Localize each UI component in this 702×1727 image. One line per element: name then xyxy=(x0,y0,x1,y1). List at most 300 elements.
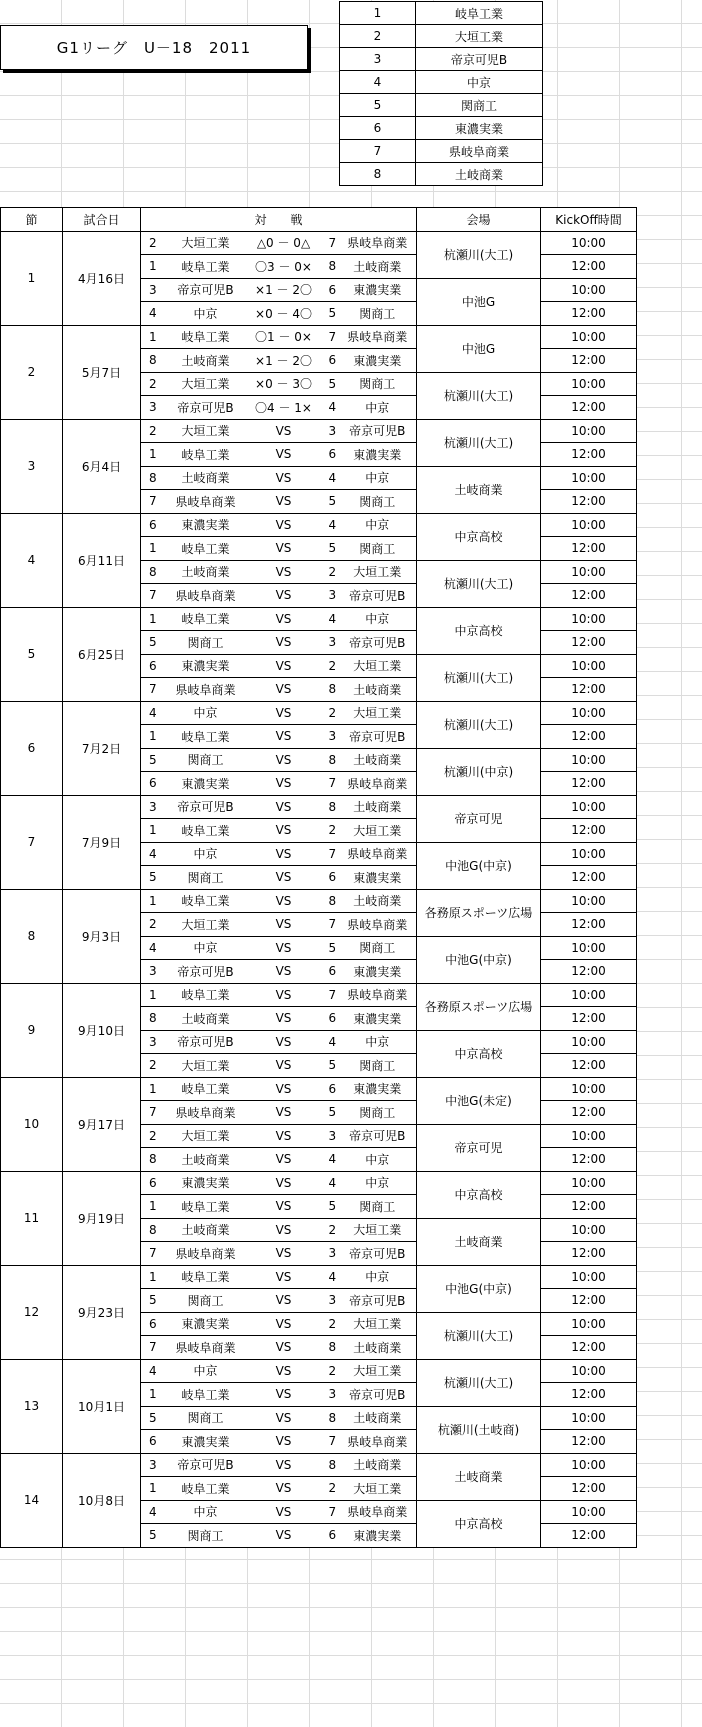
away-team-number: 5 xyxy=(321,936,339,960)
away-team-number: 6 xyxy=(321,1007,339,1031)
venue: 中京高校 xyxy=(417,1171,541,1218)
match-result: VS xyxy=(247,1030,321,1054)
away-team-number: 5 xyxy=(321,302,339,326)
team-name: 県岐阜商業 xyxy=(416,140,543,163)
away-team-number: 5 xyxy=(321,372,339,396)
venue: 帝京可児 xyxy=(417,1124,541,1171)
away-team-number: 6 xyxy=(321,1077,339,1101)
away-team-name: 中京 xyxy=(339,513,417,537)
home-team-name: 帝京可児B xyxy=(165,960,247,984)
venue: 各務原スポーツ広場 xyxy=(417,889,541,936)
away-team-name: 大垣工業 xyxy=(339,1477,417,1501)
venue: 杭瀬川(大工) xyxy=(417,231,541,278)
team-name: 土岐商業 xyxy=(416,163,543,186)
home-team-name: 岐阜工業 xyxy=(165,725,247,749)
match-row xyxy=(1,889,637,913)
match-result: VS xyxy=(247,1524,321,1548)
away-team-name: 土岐商業 xyxy=(339,1406,417,1430)
home-team-number: 3 xyxy=(141,396,165,420)
home-team-number: 6 xyxy=(141,513,165,537)
team-number: 5 xyxy=(340,94,416,117)
away-team-number: 5 xyxy=(321,490,339,514)
home-team-name: 県岐阜商業 xyxy=(165,1242,247,1266)
home-team-number: 1 xyxy=(141,255,165,279)
round-number: 12 xyxy=(1,1265,63,1359)
match-result: VS xyxy=(247,842,321,866)
venue: 杭瀬川(大工) xyxy=(417,1312,541,1359)
kickoff-time: 10:00 xyxy=(541,1312,637,1336)
match-result: VS xyxy=(247,1336,321,1360)
match-result: VS xyxy=(247,1195,321,1219)
kickoff-time: 10:00 xyxy=(541,795,637,819)
round-number: 10 xyxy=(1,1077,63,1171)
home-team-number: 4 xyxy=(141,842,165,866)
kickoff-time: 10:00 xyxy=(541,1453,637,1477)
match-result: 〇3 － 0× xyxy=(247,255,321,279)
home-team-number: 6 xyxy=(141,772,165,796)
match-date: 4月16日 xyxy=(63,231,141,325)
match-result: VS xyxy=(247,1289,321,1313)
away-team-number: 2 xyxy=(321,819,339,843)
away-team-name: 大垣工業 xyxy=(339,1359,417,1383)
match-result: VS xyxy=(247,1453,321,1477)
home-team-name: 土岐商業 xyxy=(165,1218,247,1242)
home-team-name: 岐阜工業 xyxy=(165,1477,247,1501)
home-team-number: 2 xyxy=(141,372,165,396)
home-team-name: 岐阜工業 xyxy=(165,325,247,349)
kickoff-time: 10:00 xyxy=(541,1218,637,1242)
venue: 帝京可児 xyxy=(417,795,541,842)
match-result: VS xyxy=(247,1477,321,1501)
kickoff-time: 12:00 xyxy=(541,584,637,608)
match-result: △0 － 0△ xyxy=(247,231,321,255)
home-team-name: 土岐商業 xyxy=(165,466,247,490)
kickoff-time: 12:00 xyxy=(541,396,637,420)
away-team-name: 土岐商業 xyxy=(339,1336,417,1360)
match-row xyxy=(1,1265,637,1289)
away-team-name: 土岐商業 xyxy=(339,795,417,819)
away-team-name: 東濃実業 xyxy=(339,1007,417,1031)
home-team-number: 1 xyxy=(141,1265,165,1289)
team-row xyxy=(340,140,543,163)
home-team-number: 7 xyxy=(141,1101,165,1125)
match-result: VS xyxy=(247,1265,321,1289)
match-row xyxy=(1,1077,637,1101)
away-team-name: 帝京可児B xyxy=(339,1242,417,1266)
kickoff-time: 10:00 xyxy=(541,513,637,537)
away-team-number: 5 xyxy=(321,1101,339,1125)
kickoff-time: 10:00 xyxy=(541,231,637,255)
home-team-name: 関商工 xyxy=(165,866,247,890)
venue: 中京高校 xyxy=(417,1030,541,1077)
away-team-name: 帝京可児B xyxy=(339,419,417,443)
kickoff-time: 10:00 xyxy=(541,748,637,772)
round-number: 9 xyxy=(1,983,63,1077)
kickoff-time: 12:00 xyxy=(541,490,637,514)
team-row xyxy=(340,117,543,140)
away-team-name: 大垣工業 xyxy=(339,1218,417,1242)
away-team-number: 7 xyxy=(321,772,339,796)
kickoff-time: 12:00 xyxy=(541,866,637,890)
match-result: VS xyxy=(247,819,321,843)
team-name: 帝京可児B xyxy=(416,48,543,71)
home-team-number: 1 xyxy=(141,725,165,749)
home-team-number: 3 xyxy=(141,795,165,819)
away-team-number: 3 xyxy=(321,725,339,749)
kickoff-time: 12:00 xyxy=(541,1148,637,1172)
match-result: VS xyxy=(247,1007,321,1031)
away-team-number: 4 xyxy=(321,1148,339,1172)
home-team-name: 県岐阜商業 xyxy=(165,584,247,608)
team-name: 大垣工業 xyxy=(416,25,543,48)
away-team-number: 7 xyxy=(321,1430,339,1454)
match-result: VS xyxy=(247,560,321,584)
home-team-number: 5 xyxy=(141,631,165,655)
match-result: VS xyxy=(247,913,321,937)
match-row xyxy=(1,701,637,725)
home-team-name: 関商工 xyxy=(165,1406,247,1430)
home-team-name: 岐阜工業 xyxy=(165,819,247,843)
away-team-name: 土岐商業 xyxy=(339,889,417,913)
team-name: 関商工 xyxy=(416,94,543,117)
away-team-number: 4 xyxy=(321,513,339,537)
home-team-name: 土岐商業 xyxy=(165,349,247,373)
away-team-number: 4 xyxy=(321,1030,339,1054)
kickoff-time: 10:00 xyxy=(541,466,637,490)
team-row xyxy=(340,48,543,71)
home-team-number: 8 xyxy=(141,466,165,490)
away-team-name: 県岐阜商業 xyxy=(339,231,417,255)
match-result: ×0 － 4〇 xyxy=(247,302,321,326)
match-result: ×0 － 3〇 xyxy=(247,372,321,396)
home-team-number: 6 xyxy=(141,1312,165,1336)
away-team-number: 3 xyxy=(321,1124,339,1148)
home-team-number: 8 xyxy=(141,1148,165,1172)
header-match: 対 戦 xyxy=(141,208,417,232)
away-team-number: 6 xyxy=(321,866,339,890)
kickoff-time: 12:00 xyxy=(541,819,637,843)
team-name: 岐阜工業 xyxy=(416,2,543,25)
kickoff-time: 10:00 xyxy=(541,1500,637,1524)
away-team-name: 中京 xyxy=(339,466,417,490)
home-team-number: 1 xyxy=(141,1477,165,1501)
kickoff-time: 10:00 xyxy=(541,607,637,631)
kickoff-time: 10:00 xyxy=(541,325,637,349)
match-date: 6月4日 xyxy=(63,419,141,513)
away-team-number: 8 xyxy=(321,678,339,702)
home-team-number: 3 xyxy=(141,278,165,302)
match-result: VS xyxy=(247,1383,321,1407)
header-round: 節 xyxy=(1,208,63,232)
team-list-body xyxy=(340,2,543,186)
away-team-name: 大垣工業 xyxy=(339,560,417,584)
venue: 杭瀬川(大工) xyxy=(417,701,541,748)
away-team-number: 5 xyxy=(321,537,339,561)
match-date: 7月2日 xyxy=(63,701,141,795)
kickoff-time: 10:00 xyxy=(541,983,637,1007)
home-team-number: 5 xyxy=(141,748,165,772)
away-team-number: 8 xyxy=(321,1336,339,1360)
kickoff-time: 12:00 xyxy=(541,913,637,937)
match-result: VS xyxy=(247,1148,321,1172)
home-team-name: 岐阜工業 xyxy=(165,983,247,1007)
away-team-name: 帝京可児B xyxy=(339,1289,417,1313)
home-team-number: 2 xyxy=(141,913,165,937)
match-result: VS xyxy=(247,1312,321,1336)
away-team-name: 関商工 xyxy=(339,1054,417,1078)
match-result: VS xyxy=(247,443,321,467)
kickoff-time: 12:00 xyxy=(541,631,637,655)
match-result: VS xyxy=(247,1101,321,1125)
venue: 土岐商業 xyxy=(417,466,541,513)
home-team-name: 大垣工業 xyxy=(165,1054,247,1078)
away-team-name: 関商工 xyxy=(339,372,417,396)
home-team-name: 大垣工業 xyxy=(165,419,247,443)
venue: 中池G(中京) xyxy=(417,1265,541,1312)
away-team-name: 東濃実業 xyxy=(339,443,417,467)
round-number: 14 xyxy=(1,1453,63,1547)
away-team-number: 2 xyxy=(321,1312,339,1336)
match-row xyxy=(1,419,637,443)
match-result: VS xyxy=(247,983,321,1007)
match-result: VS xyxy=(247,584,321,608)
home-team-name: 関商工 xyxy=(165,1289,247,1313)
away-team-number: 4 xyxy=(321,607,339,631)
home-team-number: 1 xyxy=(141,325,165,349)
header-venue: 会場 xyxy=(417,208,541,232)
away-team-name: 帝京可児B xyxy=(339,725,417,749)
home-team-number: 2 xyxy=(141,1054,165,1078)
home-team-name: 帝京可児B xyxy=(165,1030,247,1054)
match-result: VS xyxy=(247,748,321,772)
home-team-number: 6 xyxy=(141,1171,165,1195)
kickoff-time: 12:00 xyxy=(541,1524,637,1548)
home-team-number: 8 xyxy=(141,1218,165,1242)
home-team-name: 帝京可児B xyxy=(165,1453,247,1477)
away-team-number: 8 xyxy=(321,889,339,913)
kickoff-time: 12:00 xyxy=(541,1101,637,1125)
team-row xyxy=(340,71,543,94)
away-team-name: 中京 xyxy=(339,607,417,631)
away-team-number: 7 xyxy=(321,325,339,349)
home-team-number: 4 xyxy=(141,1500,165,1524)
away-team-number: 2 xyxy=(321,701,339,725)
venue: 杭瀬川(大工) xyxy=(417,372,541,419)
away-team-name: 東濃実業 xyxy=(339,1524,417,1548)
away-team-number: 8 xyxy=(321,1406,339,1430)
match-date: 9月19日 xyxy=(63,1171,141,1265)
home-team-number: 2 xyxy=(141,419,165,443)
away-team-name: 県岐阜商業 xyxy=(339,325,417,349)
away-team-name: 東濃実業 xyxy=(339,960,417,984)
away-team-number: 6 xyxy=(321,443,339,467)
home-team-name: 中京 xyxy=(165,842,247,866)
venue: 杭瀬川(大工) xyxy=(417,1359,541,1406)
away-team-name: 土岐商業 xyxy=(339,748,417,772)
team-row xyxy=(340,25,543,48)
away-team-name: 中京 xyxy=(339,396,417,420)
kickoff-time: 10:00 xyxy=(541,419,637,443)
team-list xyxy=(339,1,543,186)
match-row xyxy=(1,795,637,819)
kickoff-time: 10:00 xyxy=(541,278,637,302)
home-team-number: 2 xyxy=(141,231,165,255)
match-result: VS xyxy=(247,631,321,655)
home-team-name: 大垣工業 xyxy=(165,231,247,255)
home-team-number: 1 xyxy=(141,889,165,913)
away-team-number: 2 xyxy=(321,654,339,678)
away-team-name: 帝京可児B xyxy=(339,584,417,608)
home-team-number: 8 xyxy=(141,560,165,584)
match-result: VS xyxy=(247,1500,321,1524)
kickoff-time: 12:00 xyxy=(541,1054,637,1078)
away-team-number: 7 xyxy=(321,913,339,937)
match-result: VS xyxy=(247,1359,321,1383)
match-result: VS xyxy=(247,466,321,490)
match-row xyxy=(1,1453,637,1477)
home-team-name: 岐阜工業 xyxy=(165,1265,247,1289)
home-team-number: 3 xyxy=(141,960,165,984)
home-team-name: 東濃実業 xyxy=(165,772,247,796)
match-result: 〇1 － 0× xyxy=(247,325,321,349)
venue: 杭瀬川(土岐商) xyxy=(417,1406,541,1453)
schedule-body xyxy=(1,231,637,1547)
home-team-name: 岐阜工業 xyxy=(165,537,247,561)
home-team-name: 土岐商業 xyxy=(165,560,247,584)
venue: 中池G xyxy=(417,278,541,325)
home-team-name: 中京 xyxy=(165,1359,247,1383)
match-result: VS xyxy=(247,795,321,819)
home-team-number: 1 xyxy=(141,983,165,1007)
round-number: 8 xyxy=(1,889,63,983)
away-team-number: 6 xyxy=(321,960,339,984)
match-result: VS xyxy=(247,537,321,561)
round-number: 3 xyxy=(1,419,63,513)
match-result: VS xyxy=(247,654,321,678)
home-team-name: 岐阜工業 xyxy=(165,1195,247,1219)
kickoff-time: 12:00 xyxy=(541,255,637,279)
match-date: 9月23日 xyxy=(63,1265,141,1359)
away-team-number: 3 xyxy=(321,584,339,608)
kickoff-time: 10:00 xyxy=(541,372,637,396)
home-team-name: 大垣工業 xyxy=(165,913,247,937)
away-team-number: 7 xyxy=(321,231,339,255)
away-team-name: 関商工 xyxy=(339,302,417,326)
kickoff-time: 10:00 xyxy=(541,1359,637,1383)
round-number: 1 xyxy=(1,231,63,325)
away-team-number: 7 xyxy=(321,1500,339,1524)
kickoff-time: 12:00 xyxy=(541,1289,637,1313)
team-row xyxy=(340,2,543,25)
away-team-name: 大垣工業 xyxy=(339,701,417,725)
match-result: VS xyxy=(247,866,321,890)
match-date: 6月11日 xyxy=(63,513,141,607)
match-result: ×1 － 2〇 xyxy=(247,278,321,302)
away-team-name: 県岐阜商業 xyxy=(339,1500,417,1524)
home-team-number: 8 xyxy=(141,1007,165,1031)
kickoff-time: 10:00 xyxy=(541,1265,637,1289)
match-result: VS xyxy=(247,1054,321,1078)
team-row xyxy=(340,94,543,117)
kickoff-time: 10:00 xyxy=(541,560,637,584)
away-team-name: 中京 xyxy=(339,1171,417,1195)
match-date: 9月17日 xyxy=(63,1077,141,1171)
kickoff-time: 10:00 xyxy=(541,701,637,725)
venue: 杭瀬川(大工) xyxy=(417,560,541,607)
match-result: VS xyxy=(247,607,321,631)
away-team-name: 関商工 xyxy=(339,936,417,960)
home-team-number: 3 xyxy=(141,1453,165,1477)
kickoff-time: 12:00 xyxy=(541,1195,637,1219)
kickoff-time: 12:00 xyxy=(541,1336,637,1360)
round-number: 4 xyxy=(1,513,63,607)
kickoff-time: 12:00 xyxy=(541,1477,637,1501)
home-team-name: 中京 xyxy=(165,701,247,725)
match-date: 9月10日 xyxy=(63,983,141,1077)
match-date: 6月25日 xyxy=(63,607,141,701)
kickoff-time: 12:00 xyxy=(541,960,637,984)
kickoff-time: 12:00 xyxy=(541,725,637,749)
kickoff-time: 10:00 xyxy=(541,1124,637,1148)
away-team-name: 関商工 xyxy=(339,1101,417,1125)
match-row xyxy=(1,1171,637,1195)
away-team-number: 8 xyxy=(321,748,339,772)
home-team-name: 中京 xyxy=(165,936,247,960)
kickoff-time: 10:00 xyxy=(541,936,637,960)
away-team-name: 中京 xyxy=(339,1030,417,1054)
away-team-name: 東濃実業 xyxy=(339,278,417,302)
match-result: VS xyxy=(247,960,321,984)
team-number: 6 xyxy=(340,117,416,140)
team-name: 東濃実業 xyxy=(416,117,543,140)
venue: 中池G(中京) xyxy=(417,936,541,983)
away-team-number: 8 xyxy=(321,795,339,819)
header-date: 試合日 xyxy=(63,208,141,232)
match-result: VS xyxy=(247,725,321,749)
kickoff-time: 10:00 xyxy=(541,1030,637,1054)
schedule-table xyxy=(0,207,637,1548)
home-team-name: 中京 xyxy=(165,302,247,326)
kickoff-time: 12:00 xyxy=(541,537,637,561)
away-team-name: 中京 xyxy=(339,1265,417,1289)
match-result: VS xyxy=(247,701,321,725)
match-row xyxy=(1,983,637,1007)
away-team-name: 関商工 xyxy=(339,537,417,561)
round-number: 5 xyxy=(1,607,63,701)
kickoff-time: 10:00 xyxy=(541,1077,637,1101)
home-team-name: 県岐阜商業 xyxy=(165,490,247,514)
away-team-number: 8 xyxy=(321,1453,339,1477)
home-team-name: 関商工 xyxy=(165,748,247,772)
match-result: 〇4 － 1× xyxy=(247,396,321,420)
match-result: VS xyxy=(247,1242,321,1266)
league-title: G1リーグ U－18 2011 xyxy=(0,25,308,70)
away-team-name: 中京 xyxy=(339,1148,417,1172)
kickoff-time: 10:00 xyxy=(541,1171,637,1195)
home-team-number: 3 xyxy=(141,1030,165,1054)
match-date: 7月9日 xyxy=(63,795,141,889)
round-number: 11 xyxy=(1,1171,63,1265)
away-team-name: 土岐商業 xyxy=(339,678,417,702)
home-team-number: 4 xyxy=(141,936,165,960)
away-team-number: 4 xyxy=(321,466,339,490)
match-row xyxy=(1,607,637,631)
home-team-name: 帝京可児B xyxy=(165,278,247,302)
home-team-number: 5 xyxy=(141,1406,165,1430)
away-team-name: 県岐阜商業 xyxy=(339,1430,417,1454)
away-team-name: 県岐阜商業 xyxy=(339,913,417,937)
away-team-number: 3 xyxy=(321,631,339,655)
